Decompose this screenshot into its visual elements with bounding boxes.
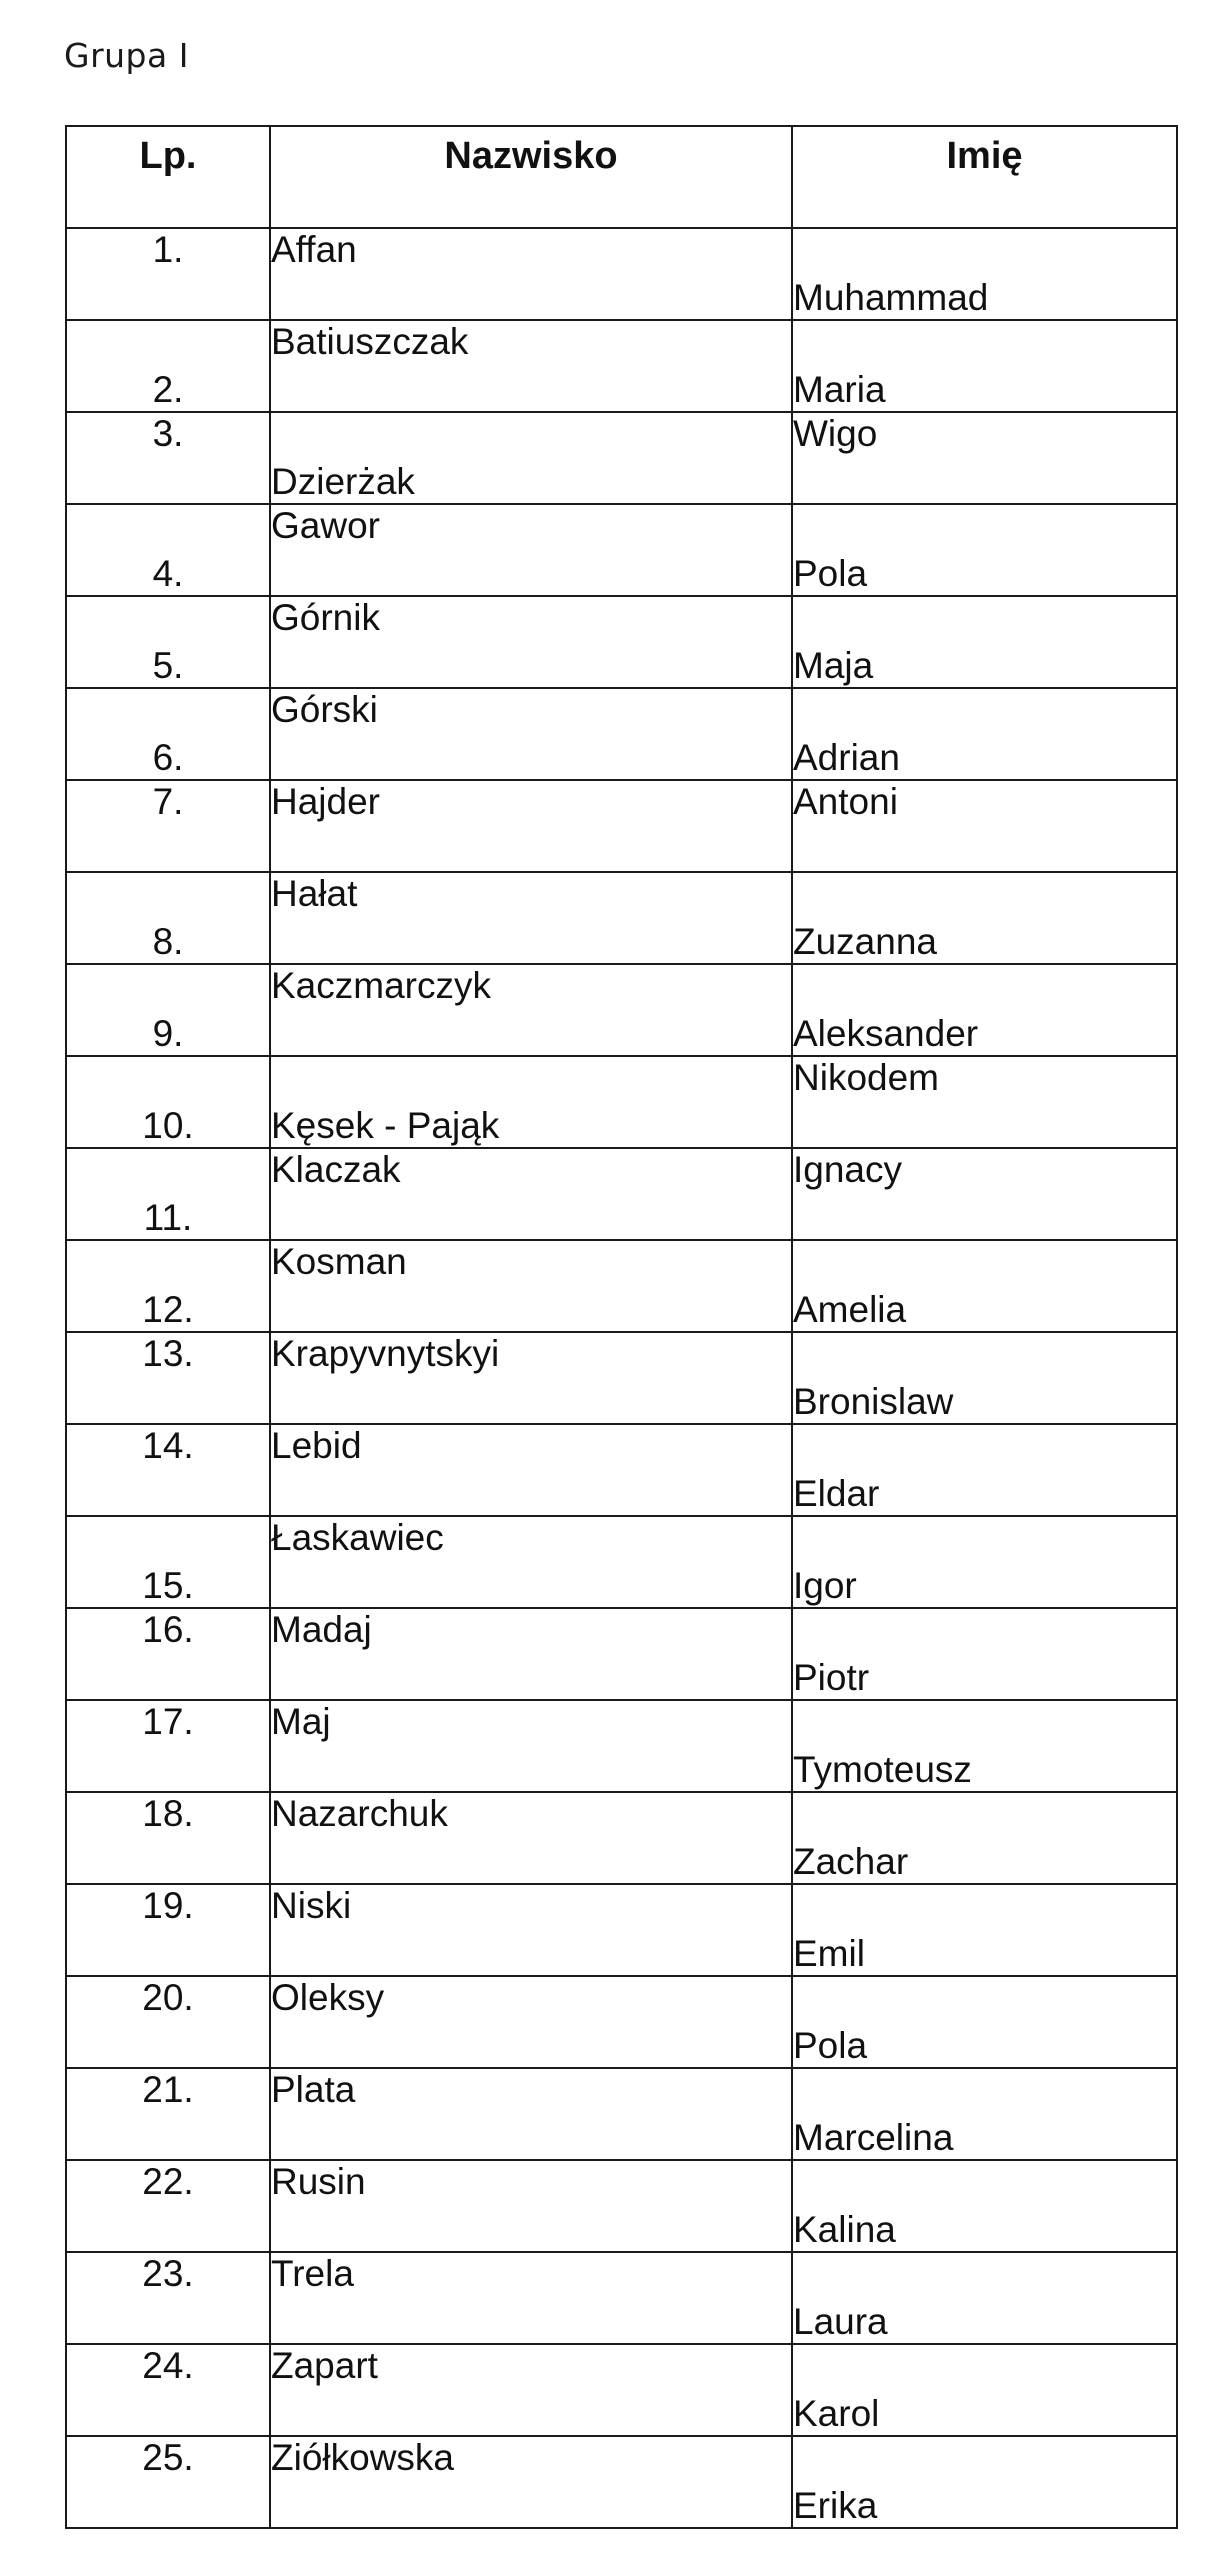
table-row xyxy=(66,504,1177,596)
row-number: 16. xyxy=(66,1608,270,1700)
first-name-cell: Bronislaw xyxy=(792,1332,1177,1424)
table-row xyxy=(66,2252,1177,2344)
row-number: 6. xyxy=(66,688,270,780)
first-name-cell: Zuzanna xyxy=(792,872,1177,964)
table-row xyxy=(66,872,1177,964)
row-number: 8. xyxy=(66,872,270,964)
surname-cell: Madaj xyxy=(270,1608,792,1700)
table-row xyxy=(66,2344,1177,2436)
table-row xyxy=(66,2068,1177,2160)
row-number: 3. xyxy=(66,412,270,504)
row-number: 2. xyxy=(66,320,270,412)
table-row xyxy=(66,320,1177,412)
table-row xyxy=(66,1516,1177,1608)
row-number: 9. xyxy=(66,964,270,1056)
first-name-cell: Eldar xyxy=(792,1424,1177,1516)
first-name-cell: Erika xyxy=(792,2436,1177,2528)
first-name-cell: Ignacy xyxy=(792,1148,1177,1240)
surname-cell: Batiuszczak xyxy=(270,320,792,412)
row-number: 15. xyxy=(66,1516,270,1608)
surname-cell: Plata xyxy=(270,2068,792,2160)
surname-cell: Górski xyxy=(270,688,792,780)
row-number: 18. xyxy=(66,1792,270,1884)
surname-cell: Nazarchuk xyxy=(270,1792,792,1884)
first-name-cell: Adrian xyxy=(792,688,1177,780)
surname-cell: Rusin xyxy=(270,2160,792,2252)
surname-cell: Hałat xyxy=(270,872,792,964)
first-name-cell: Marcelina xyxy=(792,2068,1177,2160)
surname-cell: Górnik xyxy=(270,596,792,688)
row-number: 4. xyxy=(66,504,270,596)
row-number: 19. xyxy=(66,1884,270,1976)
surname-cell: Trela xyxy=(270,2252,792,2344)
surname-cell: Affan xyxy=(270,228,792,320)
row-number: 12. xyxy=(66,1240,270,1332)
surname-cell: Kosman xyxy=(270,1240,792,1332)
table-row xyxy=(66,964,1177,1056)
first-name-cell: Muhammad xyxy=(792,228,1177,320)
table-row xyxy=(66,1148,1177,1240)
first-name-cell: Pola xyxy=(792,1976,1177,2068)
surname-cell: Hajder xyxy=(270,780,792,872)
header-surname: Nazwisko xyxy=(270,126,792,228)
table-row xyxy=(66,1056,1177,1148)
table-row xyxy=(66,2160,1177,2252)
first-name-cell: Maria xyxy=(792,320,1177,412)
row-number: 11. xyxy=(66,1148,270,1240)
table-row xyxy=(66,1976,1177,2068)
surname-cell: Gawor xyxy=(270,504,792,596)
table-row xyxy=(66,2436,1177,2528)
surname-cell: Klaczak xyxy=(270,1148,792,1240)
first-name-cell: Aleksander xyxy=(792,964,1177,1056)
first-name-cell: Nikodem xyxy=(792,1056,1177,1148)
first-name-cell: Igor xyxy=(792,1516,1177,1608)
first-name-cell: Emil xyxy=(792,1884,1177,1976)
first-name-cell: Laura xyxy=(792,2252,1177,2344)
group-title: Grupa I xyxy=(64,36,189,75)
surname-cell: Ziółkowska xyxy=(270,2436,792,2528)
surname-cell: Kęsek - Pająk xyxy=(270,1056,792,1148)
table-row xyxy=(66,412,1177,504)
row-number: 20. xyxy=(66,1976,270,2068)
table-header-row xyxy=(66,126,1177,228)
row-number: 17. xyxy=(66,1700,270,1792)
table-row xyxy=(66,1700,1177,1792)
student-table xyxy=(65,125,1178,2529)
surname-cell: Kaczmarczyk xyxy=(270,964,792,1056)
row-number: 7. xyxy=(66,780,270,872)
first-name-cell: Wigo xyxy=(792,412,1177,504)
row-number: 21. xyxy=(66,2068,270,2160)
first-name-cell: Kalina xyxy=(792,2160,1177,2252)
surname-cell: Niski xyxy=(270,1884,792,1976)
row-number: 24. xyxy=(66,2344,270,2436)
header-first-name: Imię xyxy=(792,126,1177,228)
table-row xyxy=(66,1240,1177,1332)
row-number: 10. xyxy=(66,1056,270,1148)
row-number: 1. xyxy=(66,228,270,320)
first-name-cell: Antoni xyxy=(792,780,1177,872)
first-name-cell: Tymoteusz xyxy=(792,1700,1177,1792)
table-row xyxy=(66,1608,1177,1700)
header-lp: Lp. xyxy=(66,126,270,228)
row-number: 14. xyxy=(66,1424,270,1516)
table-row xyxy=(66,596,1177,688)
row-number: 25. xyxy=(66,2436,270,2528)
first-name-cell: Karol xyxy=(792,2344,1177,2436)
table-row xyxy=(66,1792,1177,1884)
surname-cell: Krapyvnytskyi xyxy=(270,1332,792,1424)
table-row xyxy=(66,1332,1177,1424)
first-name-cell: Pola xyxy=(792,504,1177,596)
first-name-cell: Maja xyxy=(792,596,1177,688)
surname-cell: Oleksy xyxy=(270,1976,792,2068)
surname-cell: Lebid xyxy=(270,1424,792,1516)
table-row xyxy=(66,688,1177,780)
surname-cell: Łaskawiec xyxy=(270,1516,792,1608)
table-row xyxy=(66,780,1177,872)
table-row xyxy=(66,1884,1177,1976)
row-number: 23. xyxy=(66,2252,270,2344)
surname-cell: Maj xyxy=(270,1700,792,1792)
first-name-cell: Piotr xyxy=(792,1608,1177,1700)
surname-cell: Dzierżak xyxy=(270,412,792,504)
table-row xyxy=(66,228,1177,320)
row-number: 13. xyxy=(66,1332,270,1424)
surname-cell: Zapart xyxy=(270,2344,792,2436)
row-number: 5. xyxy=(66,596,270,688)
first-name-cell: Zachar xyxy=(792,1792,1177,1884)
row-number: 22. xyxy=(66,2160,270,2252)
first-name-cell: Amelia xyxy=(792,1240,1177,1332)
table-row xyxy=(66,1424,1177,1516)
